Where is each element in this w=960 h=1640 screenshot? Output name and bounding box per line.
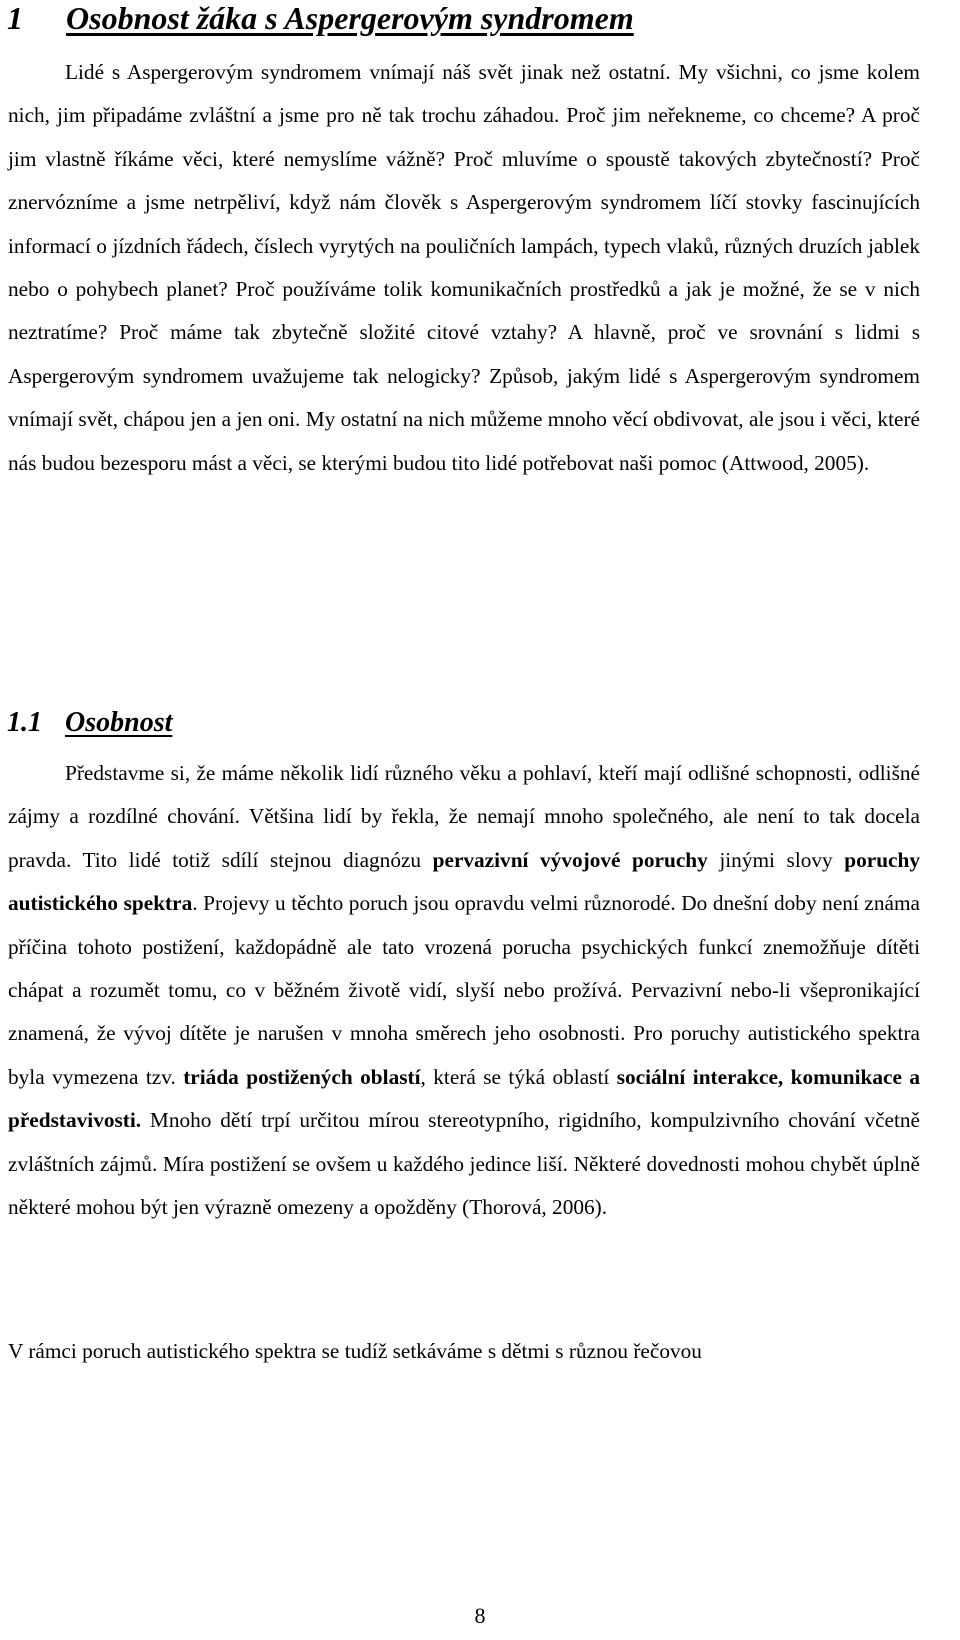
- bold-term: sociální interakce, komunikace a představivosti.: [8, 1064, 920, 1133]
- text-run: , která se týká oblastí: [420, 1064, 617, 1089]
- text-run: Mnoho dětí trpí určitou mírou stereotypního, rigidního, kompulzivního chování včetně zvláštních zájmů. Míra postižení se ovšem u každého jedince liší. Některé dovednosti mohou chybět úplně některé mohou být jen výrazně omezeny a opožděny (Thorová, 2006).: [8, 1108, 920, 1220]
- section-heading-1: [7, 0, 634, 36]
- text-run: jinými slovy: [707, 847, 845, 872]
- text-run: . Projevy u těchto poruch jsou opravdu velmi různorodé. Do dnešní doby není známa příčina tohoto postižení, každopádně ale tato vrozená porucha psychických funkcí znemožňuje dítěti chápat a rozumět tomu, co v běžném životě vidí, slyší nebo prožívá. Pervazivní nebo-li všepronikající znamená, že vývoj dítěte je narušen v mnoha směrech jeho osobnosti. Pro poruchy autistického spektra byla vymezena tzv.: [8, 891, 920, 1089]
- bold-term: pervazivní vývojové poruchy: [432, 847, 708, 872]
- section-number: 1: [7, 0, 23, 36]
- section-title: Osobnost žáka s Aspergerovým syndromem: [66, 0, 634, 36]
- continuation-line: V rámci poruch autistického spektra se tudíž setkáváme s dětmi s různou řečovou: [8, 1339, 702, 1363]
- personality-paragraph: [8, 752, 920, 1229]
- subsection-number: 1.1: [7, 707, 42, 738]
- bold-term: poruchy autistického spektra: [8, 847, 920, 916]
- bold-term: triáda postižených oblastí: [183, 1064, 421, 1089]
- section-heading-1-1: [7, 705, 172, 741]
- subsection-title: Osobnost: [65, 707, 173, 738]
- intro-paragraph: Lidé s Aspergerovým syndromem vnímají náš svět jinak než ostatní. My všichni, co jsme kolem nich, jim připadáme zvláštní a jsme pro ně tak trochu záhadou. Proč jim neřekneme, co chceme? A proč jim vlastně říkáme věci, které nemyslíme vážně? Proč mluvíme o spoustě takových zbytečností? Proč znervózníme a jsme netrpěliví, když nám člověk s Aspergerovým syndromem líčí stovky fascinujících informací o jízdních řádech, číslech vyrytých na pouličních lampách, typech vlaků, různých druzích jablek nebo o pohybech planet? Proč používáme tolik komunikačních prostředků a jak je možné, že se v nich neztratíme? Proč máme tak zbytečně složité citové vztahy? A hlavně, proč ve srovnání s lidmi s Aspergerovým syndromem uvažujeme tak nelogicky? Způsob, jakým lidé s Aspergerovým syndromem vnímají svět, chápou jen a jen oni. My ostatní na nich můžeme mnoho věcí obdivovat, ale jsou i věci, které nás budou bezesporu mást a věci, se kterými budou tito lidé potřebovat naši pomoc (Attwood, 2005).: [8, 60, 920, 475]
- page-number: 8: [474, 1603, 486, 1628]
- text-run: Představme si, že máme několik lidí různého věku a pohlaví, kteří mají odlišné schopnosti, odlišné zájmy a rozdílné chování. Většina lidí by řekla, že nemají mnoho společného, ale není to tak docela pravda. Tito lidé totiž sdílí stejnou diagnózu: [8, 761, 920, 872]
